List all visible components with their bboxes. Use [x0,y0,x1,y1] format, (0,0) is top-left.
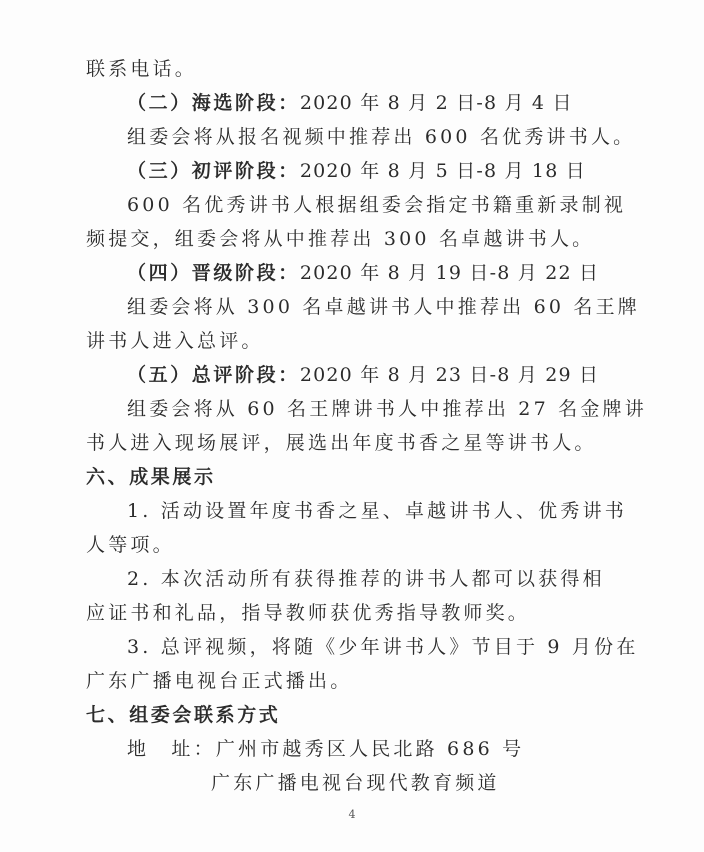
stage-label: （五）总评阶段： [127,364,300,386]
stage-heading-2 [127,90,573,116]
text-line: 书人进入现场展评，展选出年度书香之星等讲书人。 [86,432,597,454]
stage-date: 2020 年 8 月 19 日-8 月 22 日 [299,262,600,284]
text-line: 1. 活动设置年度书香之星、卓越讲书人、优秀讲书 [127,500,627,522]
text-line: 组委会将从报名视频中推荐出 600 名优秀讲书人。 [127,126,636,148]
address-line [127,736,524,762]
stage-label: （二）海选阶段： [127,92,300,114]
text-line: 频提交，组委会将从中推荐出 300 名卓越讲书人。 [86,228,595,250]
stage-heading-4 [127,260,599,286]
text-line: 广东广播电视台正式播出。 [86,670,353,692]
section-heading-6: 六、成果展示 [86,466,216,488]
text-line: 600 名优秀讲书人根据组委会指定书籍重新录制视 [127,194,627,216]
text-line: 联系电话。 [86,58,198,80]
stage-label: （三）初评阶段： [127,160,300,182]
stage-date: 2020 年 8 月 5 日-8 月 18 日 [299,160,586,182]
text-line: 应证书和礼品，指导教师获优秀指导教师奖。 [86,602,531,624]
address-line-2: 广东广播电视台现代教育频道 [211,772,500,794]
address-label: 地 址： [127,738,216,760]
stage-date: 2020 年 8 月 2 日-8 月 4 日 [299,92,573,114]
section-heading-7: 七、组委会联系方式 [86,704,281,726]
text-line: 人等项。 [86,534,175,556]
text-line: 组委会将从 60 名王牌讲书人中推荐出 27 名金牌讲 [127,398,647,420]
text-line: 组委会将从 300 名卓越讲书人中推荐出 60 名王牌 [127,296,641,318]
stage-date: 2020 年 8 月 23 日-8 月 29 日 [299,364,600,386]
stage-heading-3 [127,158,586,184]
text-line: 讲书人进入总评。 [86,330,264,352]
text-line: 2. 本次活动所有获得推荐的讲书人都可以获得相 [127,568,605,590]
text-line: 3. 总评视频，将随《少年讲书人》节目于 9 月份在 [127,636,639,658]
stage-heading-5 [127,362,599,388]
stage-label: （四）晋级阶段： [127,262,300,284]
page-number: 4 [348,808,356,821]
address-value: 广州市越秀区人民北路 686 号 [215,738,525,760]
